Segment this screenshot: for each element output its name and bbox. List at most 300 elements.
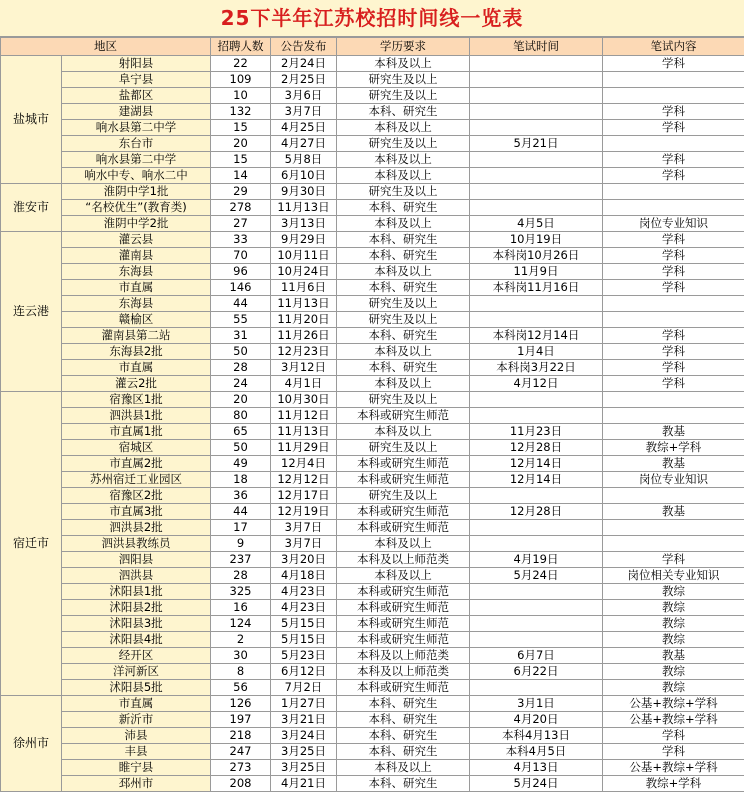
announce-date-cell: 4月18日	[271, 568, 337, 584]
exam-time-cell	[470, 200, 603, 216]
table-row	[1, 616, 744, 632]
count-cell: 2	[211, 632, 271, 648]
announce-date-cell: 4月25日	[271, 120, 337, 136]
count-cell: 16	[211, 600, 271, 616]
count-cell: 124	[211, 616, 271, 632]
education-cell: 研究生及以上	[337, 312, 470, 328]
region-cell: 宿迁市	[1, 392, 62, 696]
table-row	[1, 376, 744, 392]
announce-date-cell: 9月29日	[271, 232, 337, 248]
table-row	[1, 600, 744, 616]
announce-date-cell: 3月25日	[271, 744, 337, 760]
district-cell: 市直属	[62, 696, 211, 712]
education-cell: 本科或研究生师范	[337, 472, 470, 488]
district-cell: 响水中专、响水二中	[62, 168, 211, 184]
exam-content-cell	[603, 520, 744, 536]
district-cell: 睢宁县	[62, 760, 211, 776]
table-row	[1, 520, 744, 536]
table-row	[1, 104, 744, 120]
count-cell: 24	[211, 376, 271, 392]
district-cell: 沭阳县4批	[62, 632, 211, 648]
table-row	[1, 88, 744, 104]
education-cell: 本科、研究生	[337, 360, 470, 376]
exam-time-cell	[470, 184, 603, 200]
region-cell: 淮安市	[1, 184, 62, 232]
recruitment-table	[0, 37, 744, 792]
announce-date-cell: 11月6日	[271, 280, 337, 296]
count-cell: 96	[211, 264, 271, 280]
announce-date-cell: 3月7日	[271, 536, 337, 552]
count-cell: 44	[211, 296, 271, 312]
exam-content-cell	[603, 200, 744, 216]
table-row	[1, 56, 744, 72]
exam-content-cell: 学科	[603, 376, 744, 392]
district-cell: 泗阳县	[62, 552, 211, 568]
district-cell: 沛县	[62, 728, 211, 744]
district-cell: 东台市	[62, 136, 211, 152]
exam-time-cell	[470, 408, 603, 424]
exam-content-cell: 学科	[603, 120, 744, 136]
announce-date-cell: 4月21日	[271, 776, 337, 792]
education-cell: 研究生及以上	[337, 296, 470, 312]
exam-time-cell	[470, 680, 603, 696]
announce-date-cell: 3月20日	[271, 552, 337, 568]
education-cell: 本科或研究生师范	[337, 520, 470, 536]
exam-content-cell: 学科	[603, 152, 744, 168]
exam-content-cell: 学科	[603, 248, 744, 264]
education-cell: 本科、研究生	[337, 200, 470, 216]
announce-date-cell: 10月30日	[271, 392, 337, 408]
count-cell: 15	[211, 120, 271, 136]
education-cell: 本科或研究生师范	[337, 408, 470, 424]
count-cell: 28	[211, 568, 271, 584]
header-count: 招聘人数	[211, 38, 271, 56]
education-cell: 研究生及以上	[337, 488, 470, 504]
count-cell: 20	[211, 136, 271, 152]
exam-time-cell: 5月21日	[470, 136, 603, 152]
count-cell: 55	[211, 312, 271, 328]
exam-time-cell: 4月19日	[470, 552, 603, 568]
district-cell: 沭阳县2批	[62, 600, 211, 616]
education-cell: 研究生及以上	[337, 392, 470, 408]
exam-content-cell: 学科	[603, 728, 744, 744]
district-cell: 东海县	[62, 264, 211, 280]
count-cell: 56	[211, 680, 271, 696]
education-cell: 本科及以上	[337, 568, 470, 584]
table-row	[1, 728, 744, 744]
district-cell: 沭阳县1批	[62, 584, 211, 600]
exam-content-cell: 学科	[603, 168, 744, 184]
table-row	[1, 744, 744, 760]
table-row	[1, 344, 744, 360]
education-cell: 本科、研究生	[337, 696, 470, 712]
education-cell: 本科或研究生师范	[337, 680, 470, 696]
table-row	[1, 568, 744, 584]
announce-date-cell: 4月23日	[271, 600, 337, 616]
table-row	[1, 264, 744, 280]
count-cell: 31	[211, 328, 271, 344]
education-cell: 本科或研究生师范	[337, 616, 470, 632]
district-cell: 灌云县	[62, 232, 211, 248]
table-row	[1, 408, 744, 424]
announce-date-cell: 4月1日	[271, 376, 337, 392]
count-cell: 30	[211, 648, 271, 664]
region-cell: 连云港	[1, 232, 62, 392]
announce-date-cell: 5月8日	[271, 152, 337, 168]
education-cell: 本科、研究生	[337, 248, 470, 264]
district-cell: 宿城区	[62, 440, 211, 456]
district-cell: 灌南县	[62, 248, 211, 264]
exam-content-cell: 学科	[603, 232, 744, 248]
header-announce: 公告发布	[271, 38, 337, 56]
exam-time-cell	[470, 520, 603, 536]
education-cell: 本科、研究生	[337, 232, 470, 248]
district-cell: 泗洪县教练员	[62, 536, 211, 552]
education-cell: 本科、研究生	[337, 104, 470, 120]
exam-content-cell: 教综	[603, 664, 744, 680]
table-row	[1, 584, 744, 600]
table-row	[1, 328, 744, 344]
exam-content-cell	[603, 408, 744, 424]
education-cell: 本科、研究生	[337, 280, 470, 296]
table-row	[1, 472, 744, 488]
education-cell: 本科、研究生	[337, 328, 470, 344]
exam-content-cell: 教综	[603, 632, 744, 648]
announce-date-cell: 3月7日	[271, 104, 337, 120]
exam-time-cell: 4月13日	[470, 760, 603, 776]
announce-date-cell: 2月25日	[271, 72, 337, 88]
exam-time-cell: 6月22日	[470, 664, 603, 680]
count-cell: 33	[211, 232, 271, 248]
table-row	[1, 232, 744, 248]
exam-time-cell: 本科4月5日	[470, 744, 603, 760]
table-row	[1, 280, 744, 296]
exam-content-cell: 教基	[603, 456, 744, 472]
exam-content-cell: 公基+教综+学科	[603, 760, 744, 776]
table-row	[1, 488, 744, 504]
announce-date-cell: 12月23日	[271, 344, 337, 360]
exam-time-cell: 11月23日	[470, 424, 603, 440]
table-row	[1, 392, 744, 408]
exam-time-cell: 4月20日	[470, 712, 603, 728]
exam-time-cell	[470, 488, 603, 504]
exam-content-cell: 教基	[603, 424, 744, 440]
education-cell: 本科、研究生	[337, 744, 470, 760]
exam-content-cell: 岗位专业知识	[603, 472, 744, 488]
exam-time-cell: 12月28日	[470, 504, 603, 520]
table-body	[1, 56, 744, 792]
exam-time-cell: 3月1日	[470, 696, 603, 712]
district-cell: 市直属3批	[62, 504, 211, 520]
announce-date-cell: 12月12日	[271, 472, 337, 488]
announce-date-cell: 4月27日	[271, 136, 337, 152]
announce-date-cell: 4月23日	[271, 584, 337, 600]
district-cell: 赣榆区	[62, 312, 211, 328]
table-row	[1, 648, 744, 664]
table-row	[1, 456, 744, 472]
exam-time-cell: 6月7日	[470, 648, 603, 664]
announce-date-cell: 3月21日	[271, 712, 337, 728]
announce-date-cell: 10月11日	[271, 248, 337, 264]
count-cell: 22	[211, 56, 271, 72]
count-cell: 126	[211, 696, 271, 712]
table-row	[1, 552, 744, 568]
exam-content-cell: 学科	[603, 344, 744, 360]
count-cell: 109	[211, 72, 271, 88]
exam-time-cell: 12月14日	[470, 456, 603, 472]
district-cell: 阜宁县	[62, 72, 211, 88]
exam-content-cell: 岗位专业知识	[603, 216, 744, 232]
exam-content-cell: 岗位相关专业知识	[603, 568, 744, 584]
count-cell: 132	[211, 104, 271, 120]
exam-content-cell: 教基	[603, 648, 744, 664]
education-cell: 本科及以上	[337, 120, 470, 136]
education-cell: 研究生及以上	[337, 88, 470, 104]
announce-date-cell: 11月13日	[271, 424, 337, 440]
education-cell: 本科及以上	[337, 264, 470, 280]
district-cell: 宿豫区2批	[62, 488, 211, 504]
table-row	[1, 216, 744, 232]
announce-date-cell: 6月12日	[271, 664, 337, 680]
announce-date-cell: 11月29日	[271, 440, 337, 456]
exam-content-cell: 学科	[603, 264, 744, 280]
district-cell: 灌云2批	[62, 376, 211, 392]
table-row	[1, 536, 744, 552]
announce-date-cell: 6月10日	[271, 168, 337, 184]
education-cell: 本科或研究生师范	[337, 584, 470, 600]
header-region: 地区	[1, 38, 211, 56]
exam-content-cell: 教综+学科	[603, 776, 744, 792]
exam-time-cell: 本科岗12月14日	[470, 328, 603, 344]
table-row	[1, 200, 744, 216]
district-cell: 响水县第二中学	[62, 152, 211, 168]
exam-time-cell	[470, 104, 603, 120]
header-exam-content: 笔试内容	[603, 38, 744, 56]
education-cell: 本科或研究生师范	[337, 456, 470, 472]
announce-date-cell: 11月20日	[271, 312, 337, 328]
exam-time-cell	[470, 392, 603, 408]
table-row	[1, 680, 744, 696]
exam-content-cell	[603, 296, 744, 312]
exam-content-cell: 教综	[603, 680, 744, 696]
announce-date-cell: 5月23日	[271, 648, 337, 664]
count-cell: 15	[211, 152, 271, 168]
announce-date-cell: 10月24日	[271, 264, 337, 280]
education-cell: 本科及以上	[337, 216, 470, 232]
exam-content-cell	[603, 488, 744, 504]
announce-date-cell: 11月13日	[271, 296, 337, 312]
announce-date-cell: 12月4日	[271, 456, 337, 472]
education-cell: 本科、研究生	[337, 728, 470, 744]
table-row	[1, 120, 744, 136]
district-cell: 东海县2批	[62, 344, 211, 360]
education-cell: 本科及以上	[337, 760, 470, 776]
district-cell: 市直属	[62, 280, 211, 296]
district-cell: 射阳县	[62, 56, 211, 72]
exam-time-cell	[470, 600, 603, 616]
exam-time-cell	[470, 168, 603, 184]
exam-time-cell: 1月4日	[470, 344, 603, 360]
education-cell: 本科或研究生师范	[337, 600, 470, 616]
count-cell: 29	[211, 184, 271, 200]
count-cell: 237	[211, 552, 271, 568]
count-cell: 9	[211, 536, 271, 552]
district-cell: 丰县	[62, 744, 211, 760]
district-cell: 响水县第二中学	[62, 120, 211, 136]
table-row	[1, 440, 744, 456]
education-cell: 本科及以上师范类	[337, 552, 470, 568]
district-cell: 淮阴中学1批	[62, 184, 211, 200]
table-row	[1, 712, 744, 728]
count-cell: 50	[211, 344, 271, 360]
education-cell: 本科及以上	[337, 152, 470, 168]
count-cell: 273	[211, 760, 271, 776]
district-cell: 洋河新区	[62, 664, 211, 680]
announce-date-cell: 11月26日	[271, 328, 337, 344]
education-cell: 本科或研究生师范	[337, 504, 470, 520]
education-cell: 本科及以上师范类	[337, 664, 470, 680]
count-cell: 8	[211, 664, 271, 680]
announce-date-cell: 3月7日	[271, 520, 337, 536]
announce-date-cell: 12月19日	[271, 504, 337, 520]
district-cell: 泗洪县	[62, 568, 211, 584]
district-cell: 建湖县	[62, 104, 211, 120]
table-row	[1, 184, 744, 200]
count-cell: 218	[211, 728, 271, 744]
exam-content-cell: 学科	[603, 328, 744, 344]
table-row	[1, 152, 744, 168]
exam-time-cell: 5月24日	[470, 776, 603, 792]
table-row	[1, 136, 744, 152]
exam-time-cell: 4月5日	[470, 216, 603, 232]
count-cell: 197	[211, 712, 271, 728]
exam-content-cell: 公基+教综+学科	[603, 712, 744, 728]
district-cell: 淮阴中学2批	[62, 216, 211, 232]
announce-date-cell: 3月13日	[271, 216, 337, 232]
education-cell: 本科及以上	[337, 56, 470, 72]
exam-content-cell	[603, 536, 744, 552]
exam-content-cell	[603, 72, 744, 88]
count-cell: 278	[211, 200, 271, 216]
exam-content-cell: 学科	[603, 280, 744, 296]
exam-time-cell	[470, 584, 603, 600]
announce-date-cell: 7月2日	[271, 680, 337, 696]
header-row	[1, 38, 744, 56]
exam-time-cell	[470, 632, 603, 648]
education-cell: 本科及以上	[337, 168, 470, 184]
exam-content-cell	[603, 136, 744, 152]
exam-time-cell: 10月19日	[470, 232, 603, 248]
exam-content-cell	[603, 184, 744, 200]
count-cell: 325	[211, 584, 271, 600]
count-cell: 49	[211, 456, 271, 472]
district-cell: “名校优生”(教育类)	[62, 200, 211, 216]
exam-time-cell: 4月12日	[470, 376, 603, 392]
announce-date-cell: 3月12日	[271, 360, 337, 376]
exam-time-cell	[470, 56, 603, 72]
table-row	[1, 424, 744, 440]
education-cell: 研究生及以上	[337, 440, 470, 456]
header-exam-time: 笔试时间	[470, 38, 603, 56]
exam-content-cell: 教基	[603, 504, 744, 520]
education-cell: 本科及以上	[337, 536, 470, 552]
table-row	[1, 696, 744, 712]
count-cell: 208	[211, 776, 271, 792]
count-cell: 146	[211, 280, 271, 296]
table-row	[1, 632, 744, 648]
count-cell: 17	[211, 520, 271, 536]
table-row	[1, 360, 744, 376]
exam-content-cell: 学科	[603, 56, 744, 72]
count-cell: 18	[211, 472, 271, 488]
district-cell: 经开区	[62, 648, 211, 664]
district-cell: 盐都区	[62, 88, 211, 104]
table-row	[1, 296, 744, 312]
exam-time-cell	[470, 120, 603, 136]
district-cell: 市直属	[62, 360, 211, 376]
exam-content-cell: 学科	[603, 552, 744, 568]
region-cell: 盐城市	[1, 56, 62, 184]
education-cell: 研究生及以上	[337, 136, 470, 152]
exam-time-cell	[470, 152, 603, 168]
announce-date-cell: 1月27日	[271, 696, 337, 712]
count-cell: 70	[211, 248, 271, 264]
exam-time-cell: 本科岗3月22日	[470, 360, 603, 376]
district-cell: 市直属1批	[62, 424, 211, 440]
education-cell: 本科、研究生	[337, 712, 470, 728]
count-cell: 20	[211, 392, 271, 408]
count-cell: 27	[211, 216, 271, 232]
announce-date-cell: 3月24日	[271, 728, 337, 744]
count-cell: 28	[211, 360, 271, 376]
announce-date-cell: 3月6日	[271, 88, 337, 104]
exam-content-cell: 教综	[603, 600, 744, 616]
exam-time-cell: 本科岗10月26日	[470, 248, 603, 264]
exam-content-cell: 学科	[603, 104, 744, 120]
exam-content-cell: 教综	[603, 584, 744, 600]
district-cell: 泗洪县2批	[62, 520, 211, 536]
exam-content-cell	[603, 312, 744, 328]
exam-time-cell	[470, 88, 603, 104]
district-cell: 沭阳县5批	[62, 680, 211, 696]
count-cell: 44	[211, 504, 271, 520]
exam-time-cell: 本科岗11月16日	[470, 280, 603, 296]
count-cell: 50	[211, 440, 271, 456]
announce-date-cell: 11月12日	[271, 408, 337, 424]
announce-date-cell: 2月24日	[271, 56, 337, 72]
table-row	[1, 760, 744, 776]
district-cell: 邳州市	[62, 776, 211, 792]
table-row	[1, 248, 744, 264]
district-cell: 苏州宿迁工业园区	[62, 472, 211, 488]
count-cell: 80	[211, 408, 271, 424]
exam-time-cell: 11月9日	[470, 264, 603, 280]
exam-content-cell: 教综+学科	[603, 440, 744, 456]
exam-time-cell: 5月24日	[470, 568, 603, 584]
education-cell: 本科及以上师范类	[337, 648, 470, 664]
table-row	[1, 504, 744, 520]
exam-content-cell: 公基+教综+学科	[603, 696, 744, 712]
announce-date-cell: 5月15日	[271, 632, 337, 648]
table-row	[1, 664, 744, 680]
count-cell: 247	[211, 744, 271, 760]
district-cell: 市直属2批	[62, 456, 211, 472]
announce-date-cell: 12月17日	[271, 488, 337, 504]
exam-content-cell: 教综	[603, 616, 744, 632]
header-education: 学历要求	[337, 38, 470, 56]
district-cell: 泗洪县1批	[62, 408, 211, 424]
education-cell: 本科及以上	[337, 376, 470, 392]
